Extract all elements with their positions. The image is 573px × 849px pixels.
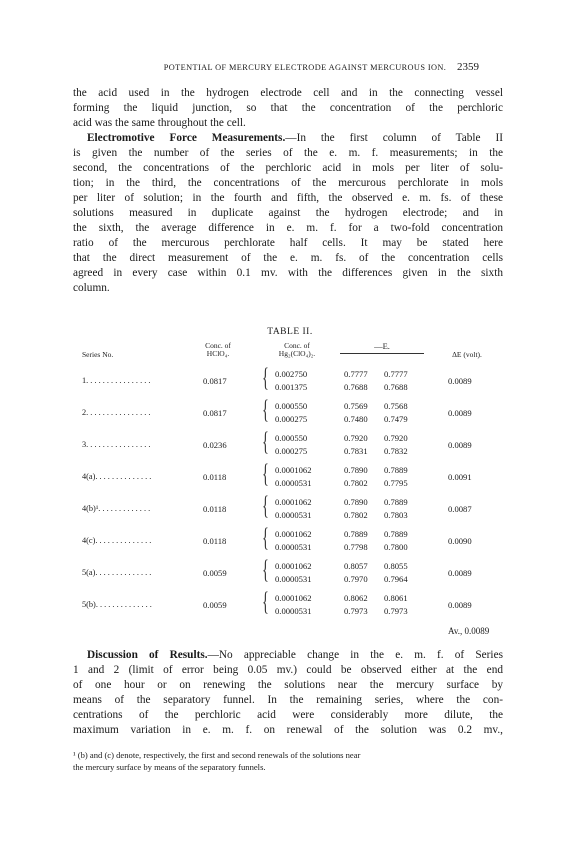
emf-cell: 0.7890: [344, 497, 368, 507]
header-emf-rule: [340, 353, 424, 354]
emf-cell: 0.8057: [344, 561, 368, 571]
text-line: —No appreciable change in the e. m. f. of Series: [207, 649, 503, 661]
footnote-line: the mercury surface by means of the separatory funnels.: [73, 762, 266, 772]
hclo4-cell: 0.0236: [203, 440, 227, 450]
header-hclo4-line1: Conc. of: [205, 341, 231, 350]
hg-conc-cell: 0.0001062: [275, 529, 312, 539]
delta-cell: 0.0087: [448, 504, 472, 514]
hclo4-cell: 0.0059: [203, 568, 227, 578]
emf-cell: 0.7480: [344, 414, 368, 424]
text-line: centrations of the perchloric acid were considerably more dilute, the: [73, 709, 503, 721]
series-cell: 5(b). . . . . . . . . . . . . .: [82, 600, 152, 609]
text-line: acid was the same throughout the cell.: [73, 117, 246, 129]
footnote-line: ¹ (b) and (c) denote, respectively, the first and second renewals of the solutions near: [73, 750, 361, 760]
page-number: 2359: [457, 61, 479, 73]
series-cell: 4(b)¹. . . . . . . . . . . . .: [82, 504, 151, 513]
emf-cell: 0.7920: [384, 433, 408, 443]
emf-cell: 0.7889: [384, 529, 408, 539]
table-title: TABLE II.: [267, 327, 313, 337]
emf-cell: 0.7568: [384, 401, 408, 411]
text-line: forming the liquid junction, so that the concentration of the perchloric: [73, 102, 503, 114]
emf-cell: 0.7970: [344, 574, 368, 584]
emf-cell: 0.7964: [384, 574, 408, 584]
emf-cell: 0.7479: [384, 414, 408, 424]
emf-cell: 0.7889: [384, 497, 408, 507]
hg-conc-cell: 0.0000531: [275, 574, 312, 584]
brace-icon: {: [262, 427, 269, 456]
paragraph-discussion: [73, 648, 503, 738]
delta-cell: 0.0090: [448, 536, 472, 546]
emf-cell: 0.7832: [384, 446, 408, 456]
hg-conc-cell: 0.0000531: [275, 510, 312, 520]
hclo4-cell: 0.0118: [203, 504, 227, 514]
header-series: Series No.: [82, 350, 114, 359]
brace-icon: {: [262, 587, 269, 616]
emf-cell: 0.7802: [344, 510, 368, 520]
section-heading: Discussion of Results.: [87, 649, 208, 661]
emf-cell: 0.7798: [344, 542, 368, 552]
delta-cell: 0.0089: [448, 376, 472, 386]
text-line: means of the separatory funnel. In the remaining series, where the con-: [73, 694, 503, 706]
delta-cell: 0.0089: [448, 440, 472, 450]
delta-cell: 0.0089: [448, 600, 472, 610]
brace-icon: {: [262, 459, 269, 488]
emf-cell: 0.7889: [384, 465, 408, 475]
brace-icon: {: [262, 523, 269, 552]
emf-cell: 0.7802: [344, 478, 368, 488]
series-cell: 4(a). . . . . . . . . . . . . .: [82, 472, 152, 481]
hg-conc-cell: 0.0000531: [275, 478, 312, 488]
brace-icon: {: [262, 491, 269, 520]
emf-cell: 0.8061: [384, 593, 408, 603]
series-cell: 5(a). . . . . . . . . . . . . .: [82, 568, 152, 577]
hg-conc-cell: 0.0000531: [275, 606, 312, 616]
table-average: Av., 0.0089: [448, 626, 490, 636]
delta-cell: 0.0089: [448, 408, 472, 418]
hg-conc-cell: 0.000275: [275, 414, 308, 424]
hg-conc-cell: 0.000550: [275, 433, 308, 443]
hclo4-cell: 0.0118: [203, 472, 227, 482]
text-line: second, the concentrations of the perchloric acid in mols per liter of solu-: [73, 162, 503, 174]
emf-cell: 0.8055: [384, 561, 408, 571]
series-cell: 3. . . . . . . . . . . . . . . .: [82, 440, 151, 449]
hg-conc-cell: 0.001375: [275, 382, 308, 392]
emf-cell: 0.7688: [344, 382, 368, 392]
brace-icon: {: [262, 363, 269, 392]
emf-cell: 0.7800: [384, 542, 408, 552]
hclo4-cell: 0.0817: [203, 408, 227, 418]
header-hg-line1: Conc. of: [284, 341, 310, 350]
text-line: tion; in the third, the concentrations of the mercurous perchlorate in mols: [73, 177, 503, 189]
text-line: of one hour or on renewing the solutions near the mercury surface by: [73, 679, 503, 691]
emf-cell: 0.7889: [344, 529, 368, 539]
text-line: ratio of the mercurous perchlorate half cells. It may be stated here: [73, 237, 503, 249]
hclo4-cell: 0.0059: [203, 600, 227, 610]
hg-conc-cell: 0.0001062: [275, 465, 312, 475]
hg-conc-cell: 0.0001062: [275, 593, 312, 603]
hg-conc-cell: 0.000275: [275, 446, 308, 456]
text-line: —In the first column of Table II: [285, 132, 503, 144]
hg-conc-cell: 0.0001062: [275, 497, 312, 507]
header-delta: ΔE (volt).: [452, 350, 482, 359]
header-hg-line2: Hg₂(ClO₄)₂.: [278, 349, 316, 358]
hg-conc-cell: 0.0001062: [275, 561, 312, 571]
hclo4-cell: 0.0118: [203, 536, 227, 546]
section-heading: Electromotive Force Measurements.: [87, 132, 286, 144]
header-emf: —E.: [374, 341, 390, 351]
hg-conc-cell: 0.002750: [275, 369, 308, 379]
text-line: the acid used in the hydrogen electrode cell and in the connecting vessel: [73, 87, 503, 99]
text-line: 1 and 2 (limit of error being 0.05 mv.) could be observed either at the end: [73, 664, 503, 676]
text-line: the sixth, the average difference in e. m. f. for a two-fold concentration: [73, 222, 503, 234]
emf-cell: 0.7688: [384, 382, 408, 392]
series-cell: 2. . . . . . . . . . . . . . . .: [82, 408, 151, 417]
emf-cell: 0.8062: [344, 593, 368, 603]
text-line: agreed in every case within 0.1 mv. with the differences given in the sixth: [73, 267, 503, 279]
hg-conc-cell: 0.000550: [275, 401, 308, 411]
emf-cell: 0.7795: [384, 478, 408, 488]
series-cell: 4(c). . . . . . . . . . . . . .: [82, 536, 152, 545]
hg-conc-cell: 0.0000531: [275, 542, 312, 552]
footnote: [73, 749, 503, 773]
emf-cell: 0.7777: [384, 369, 408, 379]
text-line: solutions measured in duplicate against the hydrogen electrode; and in: [73, 207, 503, 219]
text-line: maximum variation in e. m. f. on renewal of the solution was 0.2 mv.,: [73, 724, 503, 736]
text-line: that the direct measurement of the e. m. fs. of the concentration cells: [73, 252, 503, 264]
emf-cell: 0.7803: [384, 510, 408, 520]
series-cell: 1. . . . . . . . . . . . . . . .: [82, 376, 151, 385]
text-line: column.: [73, 282, 110, 294]
delta-cell: 0.0091: [448, 472, 472, 482]
emf-cell: 0.7920: [344, 433, 368, 443]
header-hclo4-line2: HClO₄.: [206, 349, 230, 358]
paragraph-intro: [73, 86, 503, 131]
paragraph-emf-measurements: [73, 131, 503, 296]
emf-cell: 0.7973: [344, 606, 368, 616]
text-line: is given the number of the series of the e. m. f. measurements; in the: [73, 147, 503, 159]
hclo4-cell: 0.0817: [203, 376, 227, 386]
emf-cell: 0.7777: [344, 369, 368, 379]
delta-cell: 0.0089: [448, 568, 472, 578]
brace-icon: {: [262, 555, 269, 584]
emf-cell: 0.7973: [384, 606, 408, 616]
emf-cell: 0.7831: [344, 446, 368, 456]
emf-cell: 0.7569: [344, 401, 368, 411]
emf-cell: 0.7890: [344, 465, 368, 475]
brace-icon: {: [262, 395, 269, 424]
text-line: per liter of solution; in the fourth and fifth, the observed e. m. fs. of these: [73, 192, 503, 204]
running-header: POTENTIAL OF MERCURY ELECTRODE AGAINST MERCUROUS ION.: [163, 63, 447, 72]
